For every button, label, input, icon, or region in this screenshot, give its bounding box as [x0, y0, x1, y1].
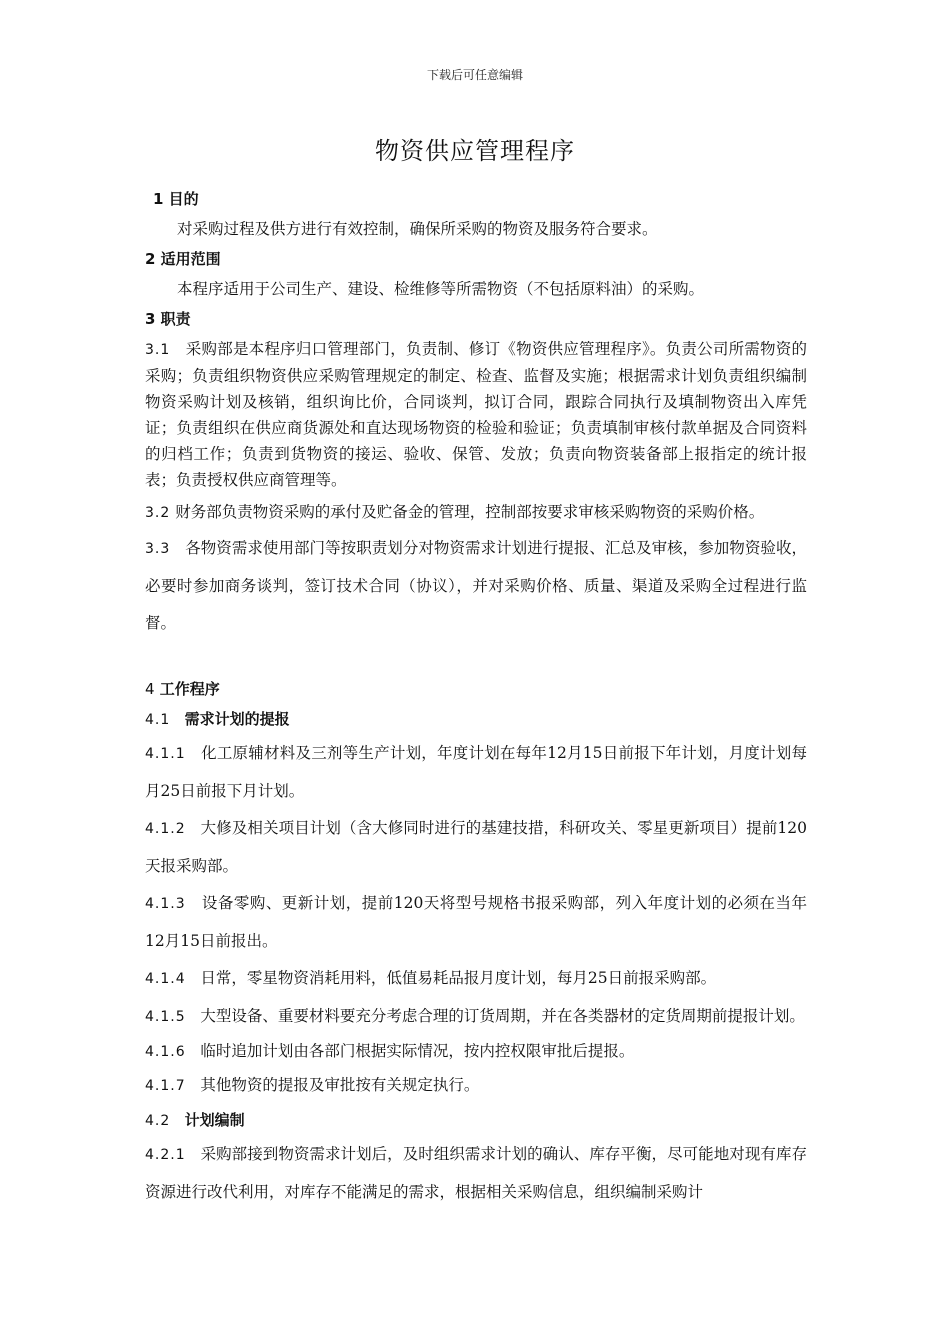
clause-number: 4.1.7 [145, 1078, 186, 1094]
clause-3-2 [145, 497, 807, 528]
clause-text: 大修及相关项目计划（含大修同时进行的基建技措，科研攻关、零星更新项目）提前120天报采购部。 [145, 819, 807, 875]
clause-text: 其他物资的提报及审批按有关规定执行。 [200, 1076, 480, 1094]
clause-number: 4.1.5 [145, 1009, 186, 1025]
section-4-heading [145, 674, 807, 704]
clause-number: 3.2 [145, 505, 171, 521]
clause-text: 化工原辅材料及三剂等生产计划，年度计划在每年12月15日前报下年计划，月度计划每月25日前报下月计划。 [145, 744, 807, 800]
clause-number: 4.1.1 [145, 746, 186, 762]
subsection-title: 需求计划的提报 [184, 710, 290, 728]
clause-number: 4.1.2 [145, 821, 186, 837]
clause-3-1 [145, 336, 807, 493]
clause-text: 采购部接到物资需求计划后，及时组织需求计划的确认、库存平衡，尽可能地对现有库存资源进行改代利用，对库存不能满足的需求，根据相关采购信息，组织编制采购计 [145, 1145, 807, 1201]
document-title: 物资供应管理程序 [375, 137, 575, 165]
clause-text: 财务部负责物资采购的承付及贮备金的管理，控制部按要求审核采购物资的采购价格。 [175, 503, 765, 521]
clause-4-1-3 [145, 885, 807, 960]
clause-text: 设备零购、更新计划，提前120天将型号规格书报采购部，列入年度计划的必须在当年12月15日前报出。 [145, 894, 808, 950]
clause-4-1-6 [145, 1036, 807, 1067]
clause-4-1-7 [145, 1067, 807, 1105]
clause-4-2-1 [145, 1136, 807, 1211]
subsection-number: 4.1 [145, 712, 171, 728]
section-2-heading: 2 适用范围 [145, 250, 221, 268]
clause-number: 4.1.4 [145, 971, 186, 987]
clause-4-1-2 [145, 810, 807, 885]
subsection-number: 4.2 [145, 1113, 171, 1129]
clause-text: 临时追加计划由各部门根据实际情况，按内控权限审批后提报。 [200, 1042, 635, 1060]
section-4-number: 4 [145, 680, 155, 698]
clause-4-1-5 [145, 998, 807, 1036]
header-note: 下载后可任意编辑 [426, 68, 523, 82]
section-4-title: 工作程序 [159, 680, 220, 698]
clause-4-1-4 [145, 960, 807, 998]
clause-text: 采购部是本程序归口管理部门，负责制、修订《物资供应管理程序》。负责公司所需物资的采购；负责组织物资供应采购管理规定的制定、检查、监督及实施；根据需求计划负责组织编制物资采购计划及核销，组织询比价，合同谈判，拟订合同，跟踪合同执行及填制物资出入库凭证；负责组织在供应商货源处和直达现场物资的检验和验证；负责填制审核付款单据及合同资料的归档工作；负责到货物资的接运、验收、保管、发放；负责向物资装备部上报指定的统计报表；负责授权供应商管理等。 [145, 340, 807, 489]
subsection-title: 计划编制 [184, 1111, 245, 1129]
subsection-4-2 [145, 1105, 807, 1136]
section-2-text: 本程序适用于公司生产、建设、检维修等所需物资（不包括原料油）的采购。 [177, 280, 705, 298]
clause-text: 日常，零星物资消耗用料，低值易耗品报月度计划，每月25日前报采购部。 [200, 969, 717, 987]
clause-number: 3.1 [145, 342, 171, 358]
document-body [145, 184, 807, 1211]
clause-number: 4.1.3 [145, 896, 186, 912]
clause-text: 大型设备、重要材料要充分考虑合理的订货周期，并在各类器材的定货周期前提报计划。 [200, 1007, 805, 1025]
section-3-heading: 3 职责 [145, 310, 191, 328]
clause-4-1-1 [145, 735, 807, 810]
clause-text: 各物资需求使用部门等按职责划分对物资需求计划进行提报、汇总及审核，参加物资验收，必要时参加商务谈判，签订技术合同（协议），并对采购价格、质量、渠道及采购全过程进行监督。 [145, 539, 807, 632]
section-1-heading: 1 目的 [153, 190, 199, 208]
clause-3-3 [145, 530, 807, 642]
clause-number: 4.1.6 [145, 1044, 186, 1060]
clause-number: 4.2.1 [145, 1147, 186, 1163]
subsection-4-1 [145, 704, 807, 735]
section-1-text: 对采购过程及供方进行有效控制，确保所采购的物资及服务符合要求。 [177, 220, 658, 238]
clause-number: 3.3 [145, 541, 171, 557]
